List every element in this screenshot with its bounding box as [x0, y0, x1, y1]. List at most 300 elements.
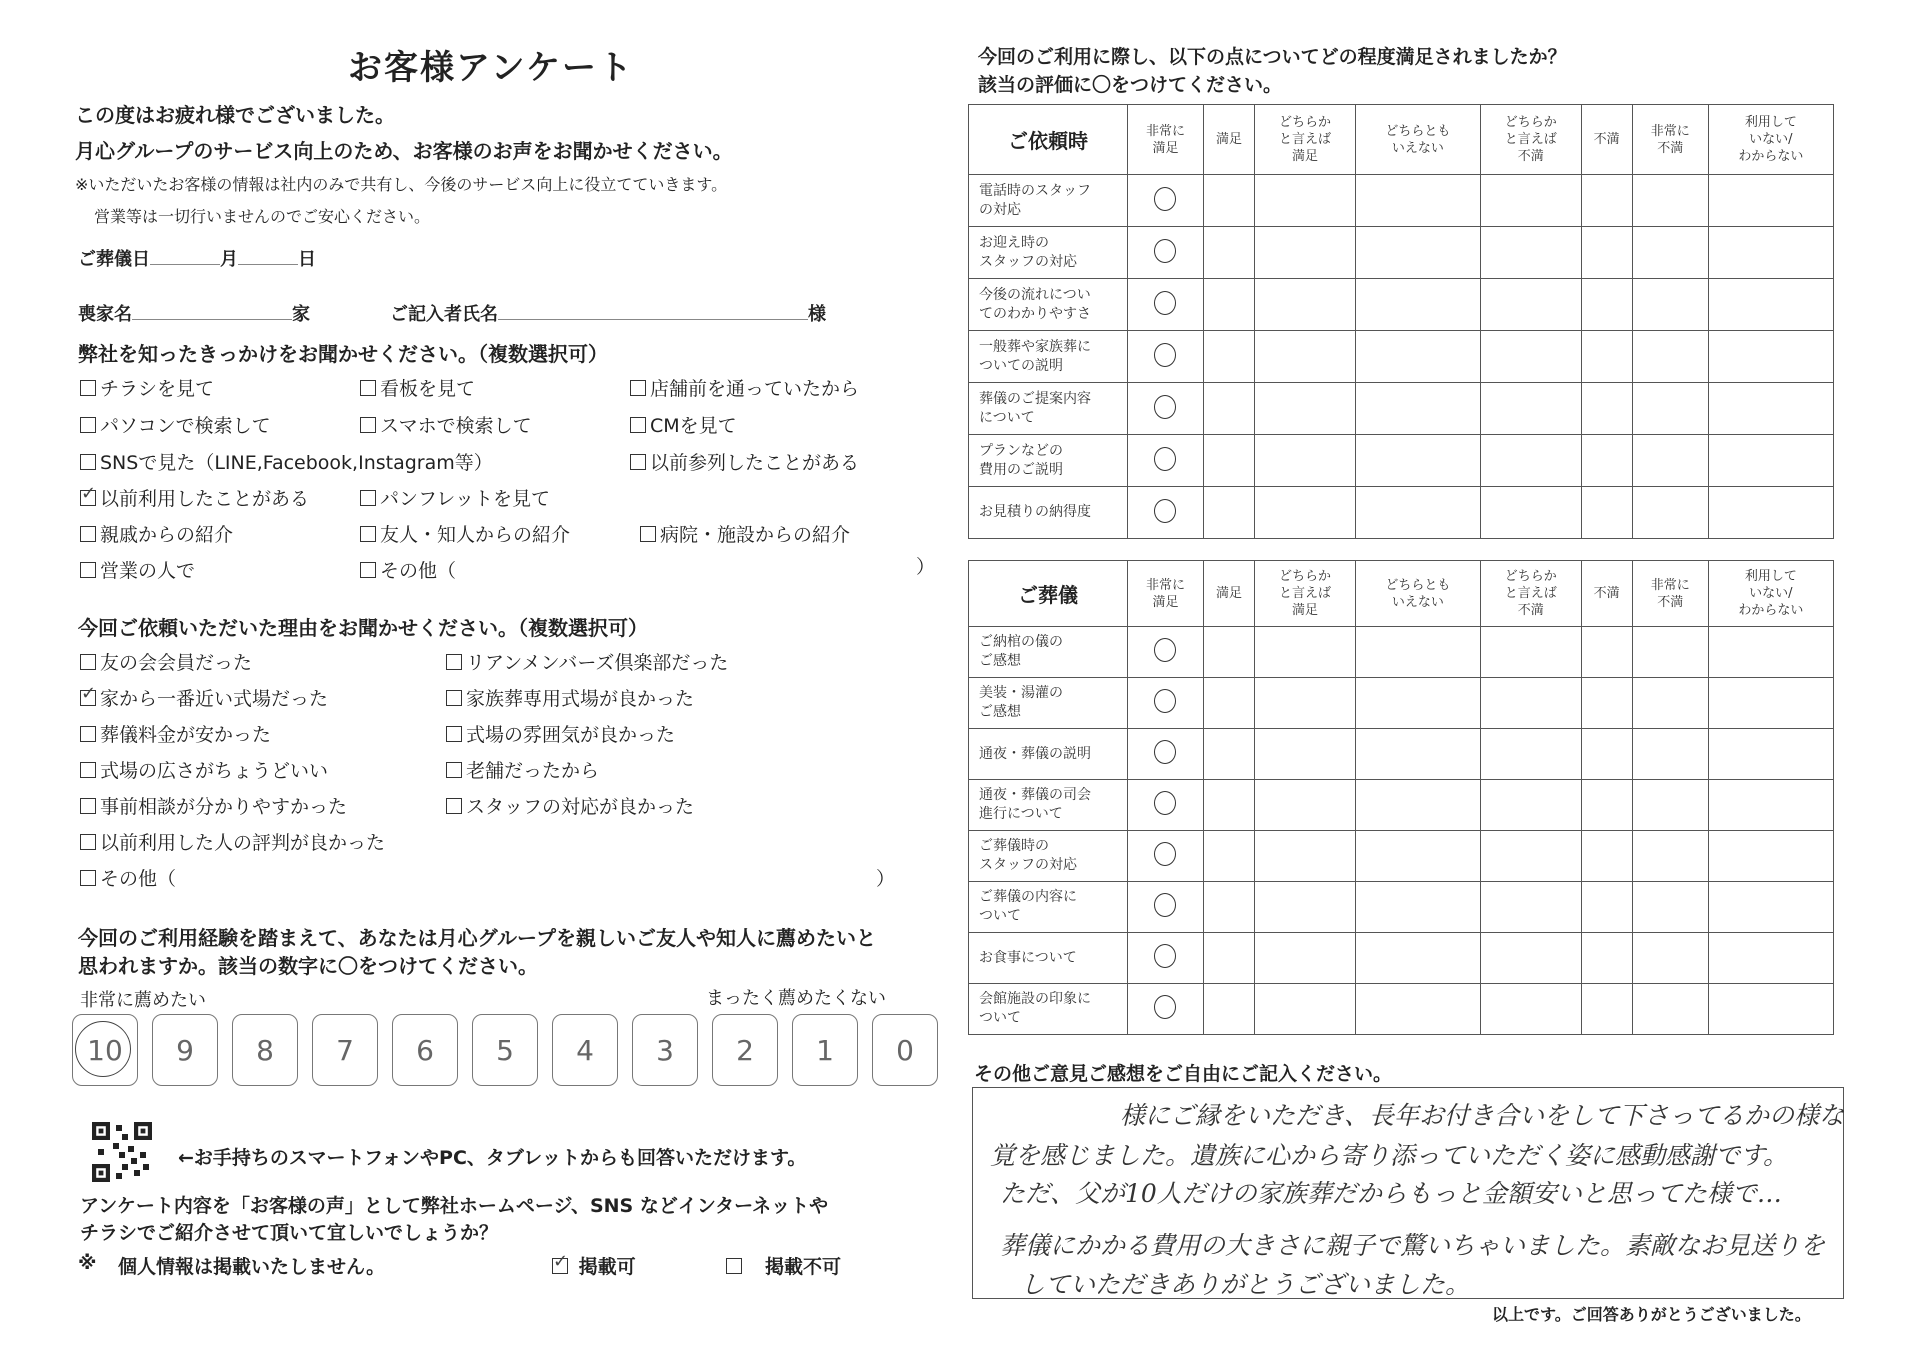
column-header-line: 非常に: [1145, 577, 1185, 593]
q1-option[interactable]: [640, 520, 850, 547]
scale-option[interactable]: 3: [632, 1014, 698, 1086]
checkbox[interactable]: [446, 798, 462, 814]
rating-cell[interactable]: [1255, 831, 1356, 882]
rating-cell[interactable]: [1128, 984, 1204, 1035]
column-header-line: 不満: [1593, 586, 1620, 601]
rating-cell[interactable]: [1203, 383, 1254, 435]
rating-cell[interactable]: [1581, 627, 1632, 678]
rating-cell[interactable]: [1355, 279, 1480, 331]
comment-line-4: 葬儀にかかる費用の大きさに親子で驚いちゃいました。素敵なお見送りを: [1000, 1231, 1826, 1260]
scale-option[interactable]: 5: [472, 1014, 538, 1086]
rating-cell[interactable]: [1255, 933, 1356, 984]
q3-line-1: 今回のご利用経験を踏まえて、あなたは月心グループを親しいご友人や知人に薦めたいと: [78, 926, 876, 950]
rating-cell[interactable]: [1480, 678, 1581, 729]
row-label-line: スタッフの対応: [979, 253, 1077, 270]
row-label-line: の対応: [979, 201, 1021, 218]
circle-mark: [1154, 842, 1176, 866]
column-header: [1203, 561, 1254, 627]
circle-mark: [1154, 239, 1176, 263]
column-header: [1128, 561, 1204, 627]
rating-cell[interactable]: [1355, 729, 1480, 780]
rating-cell[interactable]: [1708, 227, 1833, 279]
q1-option[interactable]: [360, 411, 532, 438]
checkbox[interactable]: [630, 417, 646, 433]
intro-note-1: ※いただいたお客様の情報は社内のみで共有し、今後のサービス向上に役立てていきます。: [75, 175, 728, 194]
rating-cell[interactable]: [1632, 627, 1708, 678]
checkbox[interactable]: [360, 490, 376, 506]
rating-cell[interactable]: [1632, 227, 1708, 279]
rating-cell[interactable]: [1632, 175, 1708, 227]
rating-cell[interactable]: [1355, 627, 1480, 678]
q2-option[interactable]: [446, 756, 599, 783]
q2-option[interactable]: [446, 648, 728, 675]
q1-option[interactable]: [630, 411, 737, 438]
table-row: [969, 678, 1834, 729]
checkbox[interactable]: [80, 762, 96, 778]
qr-note: ←お手持ちのスマートフォンやPC、タブレットからも回答いただけます。: [178, 1147, 807, 1169]
circle-mark: [1154, 791, 1176, 815]
column-header: [1581, 561, 1632, 627]
table-row: [969, 279, 1834, 331]
q1-option[interactable]: [360, 484, 550, 511]
rating-cell[interactable]: [1255, 627, 1356, 678]
row-label: [969, 331, 1128, 383]
row-label-line: スタッフの対応: [979, 857, 1077, 873]
rating-cell[interactable]: [1581, 729, 1632, 780]
rating-cell[interactable]: [1355, 831, 1480, 882]
rating-cell[interactable]: [1128, 882, 1204, 933]
table-row: [969, 831, 1834, 882]
rating-cell[interactable]: [1581, 175, 1632, 227]
row-label-line: ついて: [979, 908, 1021, 924]
rating-cell[interactable]: [1708, 627, 1833, 678]
rating-cell[interactable]: [1128, 627, 1204, 678]
checkbox[interactable]: [360, 417, 376, 433]
column-header-line: 不満: [1517, 603, 1544, 618]
rating-cell[interactable]: [1203, 831, 1254, 882]
rating-cell[interactable]: [1128, 435, 1204, 487]
scale-right-label: まったく薦めたくない: [706, 988, 886, 1009]
checkbox[interactable]: [446, 690, 462, 706]
rating-cell[interactable]: [1480, 487, 1581, 539]
intro-note-2: 営業等は一切行いませんのでご安心ください。: [94, 207, 431, 226]
rating-cell[interactable]: [1480, 984, 1581, 1035]
q2-option[interactable]: [80, 720, 271, 747]
checkbox[interactable]: [80, 380, 96, 396]
rating-cell[interactable]: [1128, 227, 1204, 279]
rating-cell[interactable]: [1581, 383, 1632, 435]
checkbox[interactable]: [630, 380, 646, 396]
rating-cell[interactable]: [1581, 780, 1632, 831]
rating-cell[interactable]: [1480, 729, 1581, 780]
rating-cell[interactable]: [1203, 331, 1254, 383]
q2-option[interactable]: [446, 684, 694, 711]
rating-cell[interactable]: [1255, 678, 1356, 729]
rating-cell[interactable]: [1128, 487, 1204, 539]
q2-option[interactable]: [80, 864, 176, 891]
checkbox[interactable]: [80, 726, 96, 742]
checkbox[interactable]: [360, 380, 376, 396]
column-header-line: どちらとも: [1385, 577, 1451, 593]
rating-cell[interactable]: [1255, 279, 1356, 331]
row-label-line: 電話時のスタッフ: [979, 182, 1091, 199]
rating-cell[interactable]: [1255, 175, 1356, 227]
rating-cell[interactable]: [1128, 678, 1204, 729]
rating-cell[interactable]: [1632, 678, 1708, 729]
day-label: 日: [298, 249, 316, 270]
rating-table-funeral: [968, 560, 1834, 1035]
rating-cell[interactable]: [1128, 279, 1204, 331]
rating-cell[interactable]: [1480, 882, 1581, 933]
column-header: [1128, 105, 1204, 175]
scale-option[interactable]: 9: [152, 1014, 218, 1086]
rating-cell[interactable]: [1128, 175, 1204, 227]
rating-cell[interactable]: [1255, 984, 1356, 1035]
rating-cell[interactable]: [1355, 882, 1480, 933]
rating-cell[interactable]: [1203, 227, 1254, 279]
scale-option[interactable]: 4: [552, 1014, 618, 1086]
q2-option[interactable]: [80, 828, 385, 855]
comment-line-1: 様にご縁をいただき、長年お付き合いをして下さってるかの様な: [1120, 1101, 1845, 1130]
column-header-line: わからない: [1738, 149, 1804, 164]
rating-cell[interactable]: [1355, 933, 1480, 984]
rating-cell[interactable]: [1581, 331, 1632, 383]
column-header-line: いない/: [1749, 586, 1793, 601]
rating-cell[interactable]: [1203, 933, 1254, 984]
column-header-line: 利用して: [1744, 115, 1797, 130]
rating-cell[interactable]: [1255, 435, 1356, 487]
checkbox[interactable]: [80, 654, 96, 670]
column-header: [1632, 561, 1708, 627]
column-header-line: 不満: [1657, 140, 1684, 156]
rating-cell[interactable]: [1480, 279, 1581, 331]
rating-cell[interactable]: [1581, 227, 1632, 279]
rating-cell[interactable]: [1355, 435, 1480, 487]
rating-cell[interactable]: [1581, 678, 1632, 729]
intro-line-1: この度はお疲れ様でございました。: [75, 103, 395, 127]
q1-option[interactable]: [80, 520, 233, 547]
checkbox[interactable]: [80, 490, 96, 506]
column-header-line: 非常に: [1145, 123, 1185, 139]
rating-cell[interactable]: [1480, 227, 1581, 279]
checkbox[interactable]: [360, 526, 376, 542]
circle-mark: [1154, 291, 1176, 315]
q2-title: 今回ご依頼いただいた理由をお聞かせください。（複数選択可）: [78, 616, 648, 640]
row-label-line: ご納棺の儀の: [979, 634, 1063, 650]
rating-cell[interactable]: [1203, 175, 1254, 227]
rating-cell[interactable]: [1632, 331, 1708, 383]
page-title: お客様アンケート: [348, 48, 634, 88]
scale-option[interactable]: 1: [792, 1014, 858, 1086]
rating-cell[interactable]: [1480, 435, 1581, 487]
row-label: [969, 729, 1128, 780]
table-row: [969, 435, 1834, 487]
comments-title: その他ご意見ご感想をご自由にご記入ください。: [974, 1063, 1393, 1085]
q1-option-label: 店舗前を通っていたから: [650, 378, 860, 400]
q1-option[interactable]: [80, 411, 271, 438]
checkbox[interactable]: [80, 690, 96, 706]
rating-cell[interactable]: [1708, 279, 1833, 331]
checkbox[interactable]: [446, 726, 462, 742]
rating-cell[interactable]: [1255, 383, 1356, 435]
column-header-line: どちらか: [1504, 569, 1557, 584]
checkbox[interactable]: [446, 654, 462, 670]
rating-cell[interactable]: [1708, 780, 1833, 831]
rating-cell[interactable]: [1632, 933, 1708, 984]
rating-cell[interactable]: [1480, 383, 1581, 435]
column-header: [1708, 561, 1833, 627]
scale-option[interactable]: 7: [312, 1014, 378, 1086]
rating-cell[interactable]: [1203, 487, 1254, 539]
rating-cell[interactable]: [1708, 175, 1833, 227]
rating-cell[interactable]: [1708, 831, 1833, 882]
rating-cell[interactable]: [1581, 487, 1632, 539]
checkbox[interactable]: [80, 454, 96, 470]
rating-cell[interactable]: [1480, 627, 1581, 678]
column-header: [1255, 561, 1356, 627]
rating-cell[interactable]: [1128, 383, 1204, 435]
q1-option[interactable]: [630, 374, 859, 401]
column-header-line: 非常に: [1650, 577, 1690, 593]
rating-cell[interactable]: [1128, 831, 1204, 882]
rating-cell[interactable]: [1203, 435, 1254, 487]
circle-mark: [1154, 343, 1176, 367]
intro-line-2: 月心グループのサービス向上のため、お客様のお声をお聞かせください。: [75, 139, 733, 163]
checkbox[interactable]: [80, 870, 96, 886]
rating-cell[interactable]: [1480, 331, 1581, 383]
rating-table-request: [968, 104, 1834, 539]
row-label: [969, 831, 1128, 882]
row-label-line: 美装・湯灌の: [979, 685, 1063, 701]
rating-cell[interactable]: [1581, 831, 1632, 882]
scale-option[interactable]: 6: [392, 1014, 458, 1086]
rating-cell[interactable]: [1203, 279, 1254, 331]
rating-cell[interactable]: [1255, 882, 1356, 933]
publish-ng-checkbox[interactable]: [726, 1252, 841, 1279]
rating-cell[interactable]: [1581, 882, 1632, 933]
row-label-line: 会館施設の印象に: [979, 991, 1091, 1007]
q2-other-close: ）: [876, 868, 896, 890]
q3-line-2: 思われますか。該当の数字に〇をつけてください。: [78, 954, 538, 978]
scale-option[interactable]: 0: [872, 1014, 938, 1086]
comment-line-5: していただきありがとうございました。: [1020, 1270, 1471, 1299]
rating-cell[interactable]: [1255, 487, 1356, 539]
column-header-line: 不満: [1517, 149, 1544, 164]
row-label-line: 通夜・葬儀の司会: [979, 787, 1091, 803]
comment-line-2: 覚を感じました。遺族に心から寄り添っていただく姿に感動感謝です。: [990, 1141, 1789, 1170]
row-label: [969, 487, 1128, 539]
rating-cell[interactable]: [1708, 729, 1833, 780]
q2-option[interactable]: [446, 720, 675, 747]
q1-option[interactable]: [80, 556, 195, 583]
row-label: [969, 383, 1128, 435]
circle-mark: [1154, 995, 1176, 1019]
q1-option[interactable]: [360, 520, 570, 547]
table-row: [969, 933, 1834, 984]
q1-option[interactable]: [80, 374, 214, 401]
column-header: [1581, 105, 1632, 175]
rating-title-2: 該当の評価に〇をつけてください。: [978, 74, 1283, 96]
rating-cell[interactable]: [1355, 175, 1480, 227]
row-label-line: ついて: [979, 1010, 1021, 1026]
rating-cell[interactable]: [1708, 383, 1833, 435]
q2-option-label: 老舗だったから: [466, 760, 600, 782]
q1-option-label: 以前参列したことがある: [650, 452, 860, 474]
publish-ok-label: 掲載可: [578, 1256, 636, 1278]
column-header: [1355, 105, 1480, 175]
column-header: [1203, 105, 1254, 175]
table-row: [969, 331, 1834, 383]
rating-cell[interactable]: [1708, 882, 1833, 933]
rating-cell[interactable]: [1708, 678, 1833, 729]
rating-cell[interactable]: [1203, 627, 1254, 678]
scale-option[interactable]: 8: [232, 1014, 298, 1086]
table-row: [969, 227, 1834, 279]
rating-cell[interactable]: [1632, 882, 1708, 933]
rating-cell[interactable]: [1255, 780, 1356, 831]
checkbox[interactable]: [640, 526, 656, 542]
rating-cell[interactable]: [1632, 831, 1708, 882]
checkbox[interactable]: [80, 562, 96, 578]
rating-cell[interactable]: [1632, 487, 1708, 539]
circle-mark: [1154, 893, 1176, 917]
checkbox[interactable]: [80, 417, 96, 433]
rating-cell[interactable]: [1581, 279, 1632, 331]
rating-cell[interactable]: [1632, 435, 1708, 487]
publish-note: 個人情報は掲載いたしません。: [118, 1256, 386, 1278]
rating-cell[interactable]: [1203, 780, 1254, 831]
rating-cell[interactable]: [1581, 933, 1632, 984]
rating-cell[interactable]: [1203, 678, 1254, 729]
name-fields[interactable]: [78, 300, 826, 326]
table-row: [969, 627, 1834, 678]
q1-option[interactable]: [360, 374, 475, 401]
rating-cell[interactable]: [1632, 279, 1708, 331]
row-label-line: てのわかりやすさ: [979, 305, 1091, 322]
rating-cell[interactable]: [1128, 933, 1204, 984]
rating-cell[interactable]: [1708, 331, 1833, 383]
row-label-line: 葬儀のご提案内容: [979, 390, 1091, 407]
rating-cell[interactable]: [1581, 984, 1632, 1035]
rating-cell[interactable]: [1355, 227, 1480, 279]
row-label-line: 一般葬や家族葬に: [979, 338, 1091, 355]
checkbox[interactable]: [360, 562, 376, 578]
q1-option[interactable]: [360, 556, 456, 583]
table-row: [969, 729, 1834, 780]
rating-cell[interactable]: [1203, 729, 1254, 780]
rating-cell[interactable]: [1203, 984, 1254, 1035]
rating-cell[interactable]: [1255, 729, 1356, 780]
q2-option[interactable]: [80, 684, 328, 711]
rating-cell[interactable]: [1203, 882, 1254, 933]
column-header-line: 非常に: [1650, 123, 1690, 139]
rating-cell[interactable]: [1632, 729, 1708, 780]
rating-cell[interactable]: [1480, 831, 1581, 882]
rating-cell[interactable]: [1355, 780, 1480, 831]
row-label-line: 費用のご説明: [979, 461, 1063, 478]
rating-cell[interactable]: [1632, 984, 1708, 1035]
funeral-date-label: ご葬儀日: [78, 249, 150, 270]
rating-cell[interactable]: [1128, 780, 1204, 831]
row-label-line: 通夜・葬儀の説明: [979, 745, 1091, 762]
row-label-line: について: [979, 409, 1035, 426]
column-header-line: と言えば: [1278, 586, 1331, 601]
q1-title: 弊社を知ったきっかけをお聞かせください。（複数選択可）: [78, 342, 608, 366]
q1-option[interactable]: [80, 448, 493, 475]
q2-option[interactable]: [80, 648, 252, 675]
rating-cell[interactable]: [1355, 678, 1480, 729]
row-label: [969, 882, 1128, 933]
rating-cell[interactable]: [1128, 729, 1204, 780]
q2-option[interactable]: [446, 792, 694, 819]
scale-option[interactable]: 10: [72, 1014, 138, 1086]
column-header-line: いえない: [1391, 594, 1444, 610]
family-name-label: 喪家名: [78, 304, 132, 325]
honorific: 様: [808, 304, 826, 325]
checkbox[interactable]: [80, 834, 96, 850]
rating-cell[interactable]: [1128, 331, 1204, 383]
q2-option-label: 事前相談が分かりやすかった: [100, 796, 348, 818]
rating-cell[interactable]: [1255, 331, 1356, 383]
rating-cell[interactable]: [1708, 487, 1833, 539]
qr-code-icon: [92, 1122, 152, 1182]
q2-option[interactable]: [80, 792, 347, 819]
table-row: [969, 487, 1834, 539]
rating-cell[interactable]: [1708, 435, 1833, 487]
circle-mark: [1154, 499, 1176, 523]
rating-cell[interactable]: [1355, 383, 1480, 435]
q1-option-label: CMを見て: [650, 415, 737, 437]
q1-option[interactable]: [80, 484, 309, 511]
rating-cell[interactable]: [1480, 933, 1581, 984]
checkbox[interactable]: [446, 762, 462, 778]
row-label: [969, 435, 1128, 487]
rating-cell[interactable]: [1708, 933, 1833, 984]
publish-line-1: アンケート内容を「お客様の声」として弊社ホームページ、SNS などインターネットや: [80, 1195, 829, 1217]
rating-cell[interactable]: [1480, 175, 1581, 227]
table-header-label: ご葬儀: [969, 561, 1128, 627]
column-header-line: 利用して: [1744, 569, 1797, 584]
rating-cell[interactable]: [1708, 984, 1833, 1035]
rating-cell[interactable]: [1355, 331, 1480, 383]
q2-option[interactable]: [80, 756, 328, 783]
checkbox[interactable]: [80, 798, 96, 814]
rating-cell[interactable]: [1255, 227, 1356, 279]
row-label-line: プランなどの: [979, 442, 1063, 459]
column-header-line: どちらか: [1278, 115, 1331, 130]
column-header-line: どちらとも: [1385, 123, 1451, 139]
comment-line-3: ただ、父が10人だけの家族葬だからもっと金額安いと思ってた様で…: [1000, 1179, 1782, 1208]
rating-cell[interactable]: [1632, 780, 1708, 831]
publish-ng-label: 掲載不可: [765, 1256, 842, 1278]
rating-cell[interactable]: [1480, 780, 1581, 831]
column-header-line: 満足: [1216, 132, 1243, 147]
q1-option[interactable]: [630, 448, 859, 475]
rating-cell[interactable]: [1581, 435, 1632, 487]
checkbox[interactable]: [80, 526, 96, 542]
rating-cell[interactable]: [1632, 383, 1708, 435]
scale-option[interactable]: 2: [712, 1014, 778, 1086]
column-header: [1480, 561, 1581, 627]
rating-cell[interactable]: [1355, 984, 1480, 1035]
funeral-date-field[interactable]: [78, 245, 316, 271]
circle-mark: [1154, 395, 1176, 419]
publish-ok-checkbox[interactable]: [552, 1252, 636, 1279]
q2-option-label: スタッフの対応が良かった: [466, 796, 695, 818]
checkbox[interactable]: [630, 454, 646, 470]
table-row: [969, 882, 1834, 933]
rating-cell[interactable]: [1355, 487, 1480, 539]
